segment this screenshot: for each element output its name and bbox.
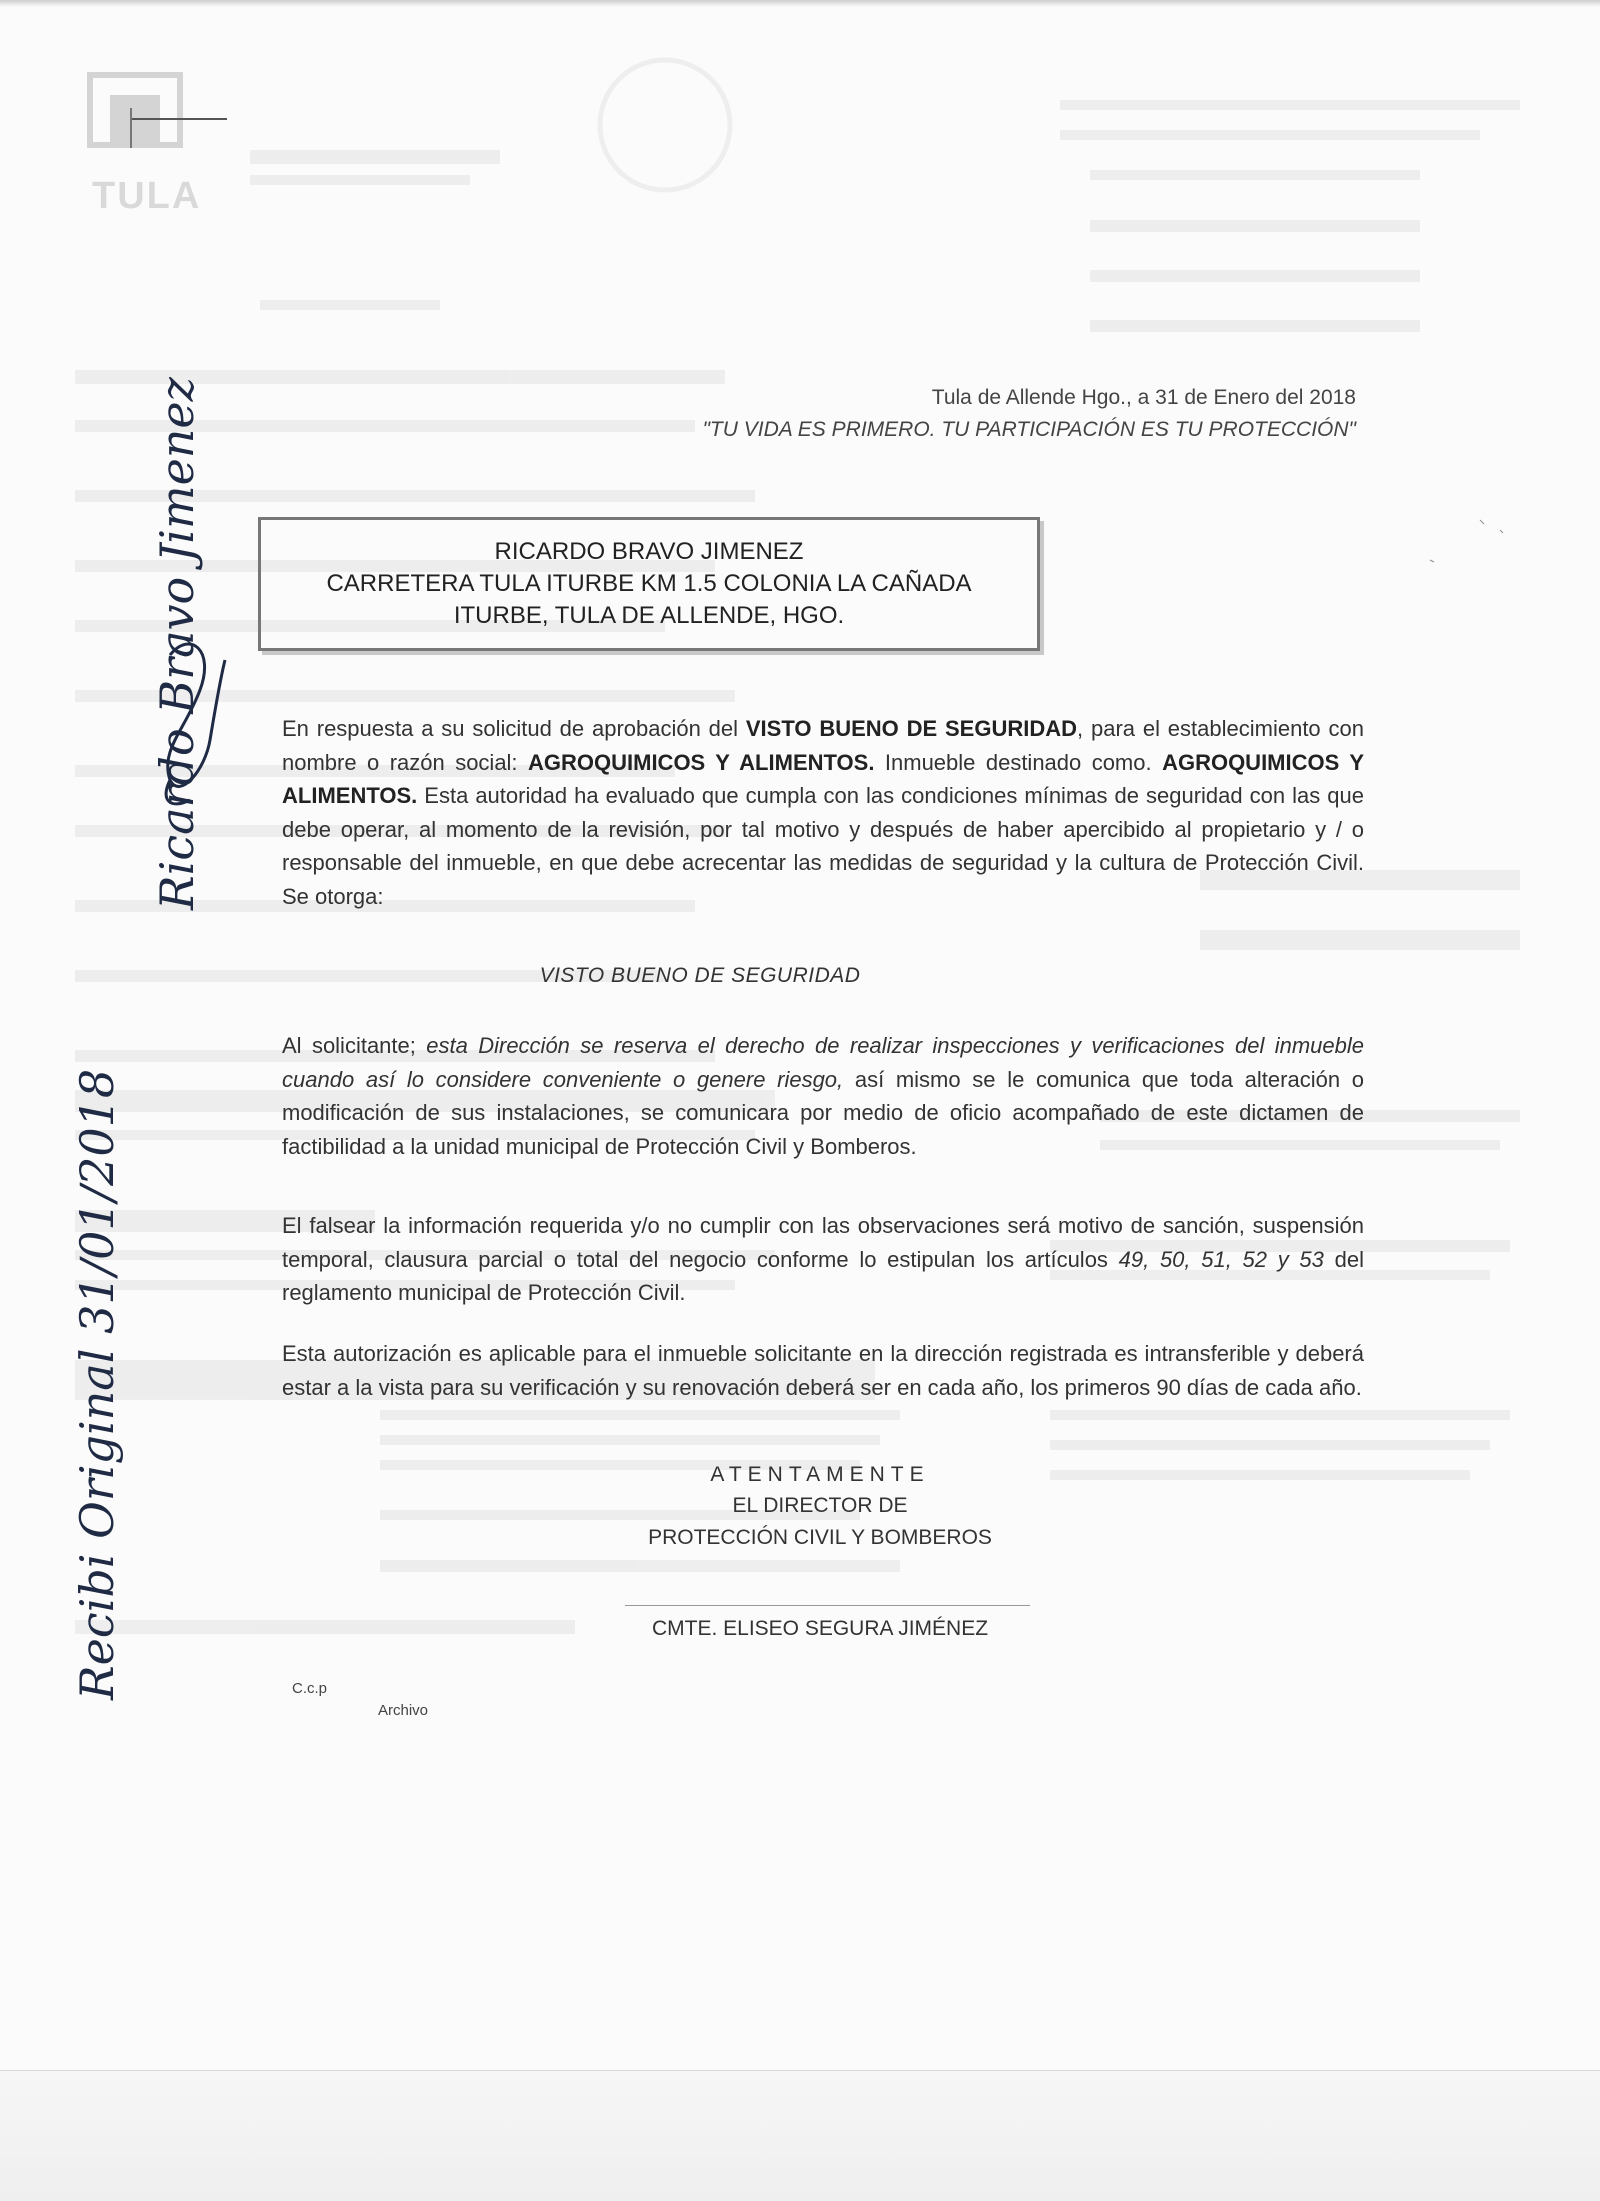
signer-title-1: EL DIRECTOR DE bbox=[732, 1494, 908, 1517]
handwritten-dash bbox=[132, 118, 227, 120]
closing-atentamente: ATENTAMENTE bbox=[710, 1463, 930, 1486]
paragraph-request bbox=[282, 712, 1364, 913]
scan-top-edge bbox=[0, 0, 1600, 7]
p3-text-a: El falsear la información requerida y/o no cumplir con las observaciones será motivo de sanción, suspensión temporal, clausura parcial o total del negocio conforme lo estipulan los artículos bbox=[282, 1213, 1364, 1272]
p1-property-use: AGROQUIMICOS Y ALIMENTOS. bbox=[282, 749, 1365, 808]
p3-text-c: del reglamento municipal de Protección Civil. bbox=[282, 1246, 1364, 1305]
handwritten-tick bbox=[130, 108, 132, 148]
p1-text-c: , para el establecimiento con nombre o razón social: bbox=[282, 716, 1364, 775]
p2-reservation: esta Dirección se reserva el derecho de realizar inspecciones y verificaciones del inmueble cuando así lo considere conveniente o genere riesgo, bbox=[282, 1033, 1364, 1092]
paragraph-sanctions bbox=[282, 1209, 1364, 1310]
handwritten-signature-icon bbox=[20, 330, 260, 1710]
logo-text: TULA bbox=[92, 175, 202, 217]
p1-text-a: En respuesta a su solicitud de aprobación del bbox=[282, 716, 746, 741]
p2-text-c: así mismo se le comunica que toda alteración o modificación de sus instalaciones, se comunicara por medio de oficio acompañado de este dictamen de factibilidad a la unidad municipal de Protección Civil y Bomberos. bbox=[282, 1066, 1364, 1159]
recipient-name: RICARDO BRAVO JIMENEZ bbox=[494, 538, 804, 565]
signer-name: CMTE. ELISEO SEGURA JIMÉNEZ bbox=[651, 1617, 989, 1640]
handwritten-received-note: Recibi Original 31/01/2018 bbox=[70, 1068, 124, 1700]
p1-text-g: Esta autoridad ha evaluado que cumpla con las condiciones mínimas de seguridad con las que debe operar, al momento de la revisión, por tal motivo y después de haber apercibido al propietario y / o responsable del inmueble, en que debe acrecentar las medidas de seguridad y la cultura de Protección Civil. Se otorga: bbox=[282, 783, 1364, 909]
p3-articles: 49, 50, 51, 52 y 53 bbox=[1118, 1246, 1324, 1272]
p1-visto-bueno: VISTO BUENO DE SEGURIDAD bbox=[745, 716, 1078, 741]
handwritten-signer-name: Ricardo Bravo Jimenez bbox=[150, 377, 204, 910]
motto: "TU VIDA ES PRIMERO. TU PARTICIPACIÓN ES TU PROTECCIÓN" bbox=[702, 418, 1356, 441]
archivo-label: Archivo bbox=[378, 1702, 429, 1719]
p1-text-e: Inmueble destinado como. bbox=[874, 749, 1163, 775]
recipient-address-line2: ITURBE, TULA DE ALLENDE, HGO. bbox=[453, 602, 845, 629]
ccp-label: C.c.p bbox=[292, 1680, 328, 1697]
date-line: Tula de Allende Hgo., a 31 de Enero del 2018 bbox=[931, 386, 1356, 409]
recipient-address-line1: CARRETERA TULA ITURBE KM 1.5 COLONIA LA CAÑADA bbox=[326, 570, 972, 597]
paragraph-inspections bbox=[282, 1029, 1364, 1163]
scan-bottom-band bbox=[0, 2070, 1600, 2201]
p2-text-a: Al solicitante; bbox=[282, 1033, 427, 1058]
signature-rule bbox=[625, 1605, 1030, 1606]
recipient-box bbox=[258, 517, 1040, 651]
p1-business-name: AGROQUIMICOS Y ALIMENTOS. bbox=[528, 749, 875, 775]
grant-heading: VISTO BUENO DE SEGURIDAD bbox=[539, 964, 861, 987]
signer-title-2: PROTECCIÓN CIVIL Y BOMBEROS bbox=[648, 1526, 992, 1549]
paragraph-validity: Esta autorización es aplicable para el inmueble solicitante en la dirección registrada es intransferible y deberá estar a la vista para su verificación y su renovación deberá ser en cada año, los primeros 90 días de cada año. bbox=[282, 1341, 1364, 1400]
